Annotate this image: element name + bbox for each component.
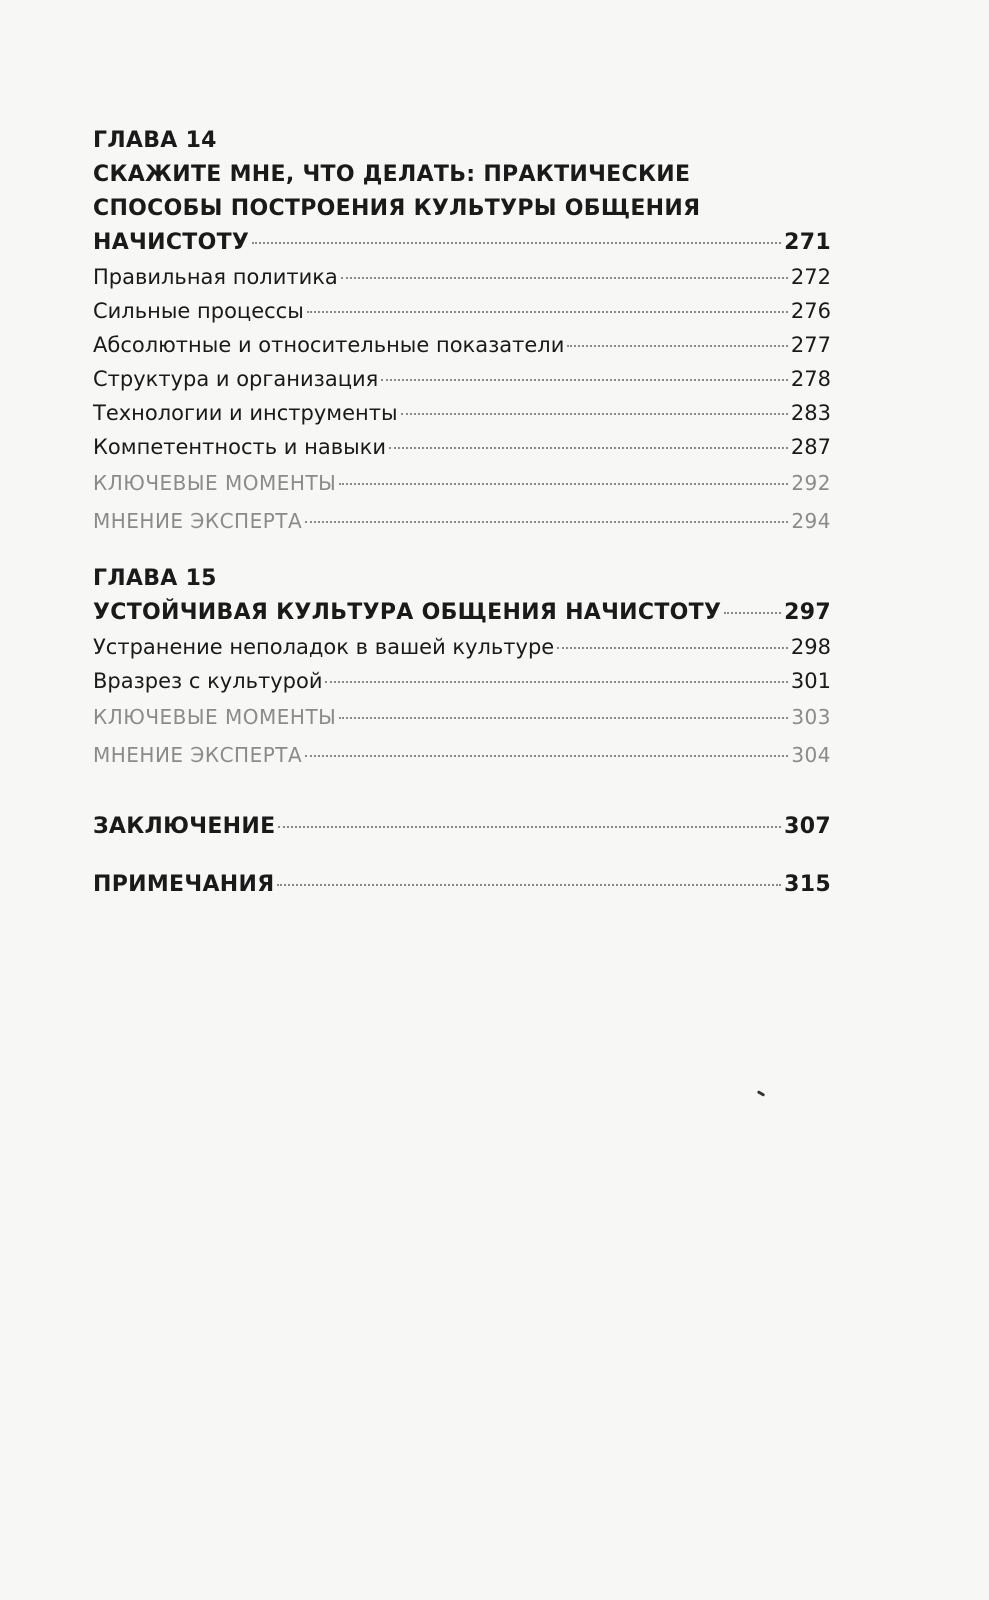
leader-dots bbox=[341, 277, 788, 279]
chapter-14-title-line-1: СКАЖИТЕ МНЕ, ЧТО ДЕЛАТЬ: ПРАКТИЧЕСКИЕ bbox=[93, 162, 691, 187]
entry-page: 294 bbox=[791, 509, 831, 533]
chapter-15-title-entry[interactable] bbox=[93, 596, 831, 630]
spacer bbox=[93, 774, 831, 810]
leader-dots bbox=[724, 612, 781, 614]
entry-title: МНЕНИЕ ЭКСПЕРТА bbox=[93, 509, 303, 533]
leader-dots bbox=[307, 311, 788, 313]
leader-dots bbox=[277, 884, 781, 886]
leader-dots bbox=[339, 717, 788, 719]
key-points-entry[interactable] bbox=[93, 698, 831, 736]
chapter-14-title-line-2: СПОСОБЫ ПОСТРОЕНИЯ КУЛЬТУРЫ ОБЩЕНИЯ bbox=[93, 196, 701, 221]
key-points-entry[interactable] bbox=[93, 464, 831, 502]
entry-title: МНЕНИЕ ЭКСПЕРТА bbox=[93, 743, 303, 767]
expert-opinion-entry[interactable] bbox=[93, 736, 831, 774]
table-of-contents bbox=[93, 124, 831, 902]
entry-title: Абсолютные и относительные показатели bbox=[93, 333, 565, 357]
entry-page: 287 bbox=[790, 435, 831, 459]
entry-page: 303 bbox=[791, 705, 831, 729]
entry-page: 301 bbox=[790, 669, 831, 693]
chapter-15-title: УСТОЙЧИВАЯ КУЛЬТУРА ОБЩЕНИЯ НАЧИСТОТУ bbox=[93, 600, 722, 625]
stray-mark bbox=[757, 1090, 765, 1097]
toc-entry[interactable] bbox=[93, 430, 831, 464]
chapter-15-page: 297 bbox=[784, 600, 831, 625]
chapter-15-label: ГЛАВА 15 bbox=[93, 566, 217, 591]
toc-entry[interactable] bbox=[93, 396, 831, 430]
notes-entry[interactable] bbox=[93, 868, 831, 902]
leader-dots bbox=[401, 413, 788, 415]
entry-title: Сильные процессы bbox=[93, 299, 304, 323]
leader-dots bbox=[557, 647, 788, 649]
entry-page: 307 bbox=[784, 814, 831, 839]
entry-title: Технологии и инструменты bbox=[93, 401, 398, 425]
chapter-14-title-last: НАЧИСТОТУ bbox=[93, 230, 250, 255]
toc-entry[interactable] bbox=[93, 260, 831, 294]
entry-title: Вразрез с культурой bbox=[93, 669, 323, 693]
toc-entry[interactable] bbox=[93, 294, 831, 328]
toc-entry[interactable] bbox=[93, 328, 831, 362]
entry-title: КЛЮЧЕВЫЕ МОМЕНТЫ bbox=[93, 705, 337, 729]
expert-opinion-entry[interactable] bbox=[93, 502, 831, 540]
toc-entry[interactable] bbox=[93, 664, 831, 698]
entry-page: 315 bbox=[784, 872, 831, 897]
entry-title: Устранение неполадок в вашей культуре bbox=[93, 635, 555, 659]
entry-title: ЗАКЛЮЧЕНИЕ bbox=[93, 814, 276, 839]
leader-dots bbox=[567, 345, 788, 347]
chapter-14-title-entry[interactable] bbox=[93, 226, 831, 260]
entry-title: КЛЮЧЕВЫЕ МОМЕНТЫ bbox=[93, 471, 337, 495]
entry-page: 276 bbox=[790, 299, 831, 323]
leader-dots bbox=[325, 681, 787, 683]
spacer bbox=[93, 540, 831, 562]
toc-entry[interactable] bbox=[93, 630, 831, 664]
toc-entry[interactable] bbox=[93, 362, 831, 396]
entry-page: 304 bbox=[791, 743, 831, 767]
chapter-14-page: 271 bbox=[784, 230, 831, 255]
entry-title: Правильная политика bbox=[93, 265, 338, 289]
conclusion-entry[interactable] bbox=[93, 810, 831, 844]
leader-dots bbox=[252, 242, 781, 244]
leader-dots bbox=[305, 521, 788, 523]
leader-dots bbox=[305, 755, 788, 757]
spacer bbox=[93, 844, 831, 868]
leader-dots bbox=[278, 826, 781, 828]
chapter-14-label: ГЛАВА 14 bbox=[93, 128, 217, 153]
entry-page: 298 bbox=[790, 635, 831, 659]
entry-page: 277 bbox=[790, 333, 831, 357]
entry-page: 272 bbox=[790, 265, 831, 289]
entry-title: Структура и организация bbox=[93, 367, 379, 391]
entry-page: 292 bbox=[791, 471, 831, 495]
entry-page: 283 bbox=[790, 401, 831, 425]
entry-title: ПРИМЕЧАНИЯ bbox=[93, 872, 275, 897]
entry-title: Компетентность и навыки bbox=[93, 435, 386, 459]
leader-dots bbox=[381, 379, 788, 381]
leader-dots bbox=[339, 483, 788, 485]
leader-dots bbox=[389, 447, 788, 449]
entry-page: 278 bbox=[790, 367, 831, 391]
